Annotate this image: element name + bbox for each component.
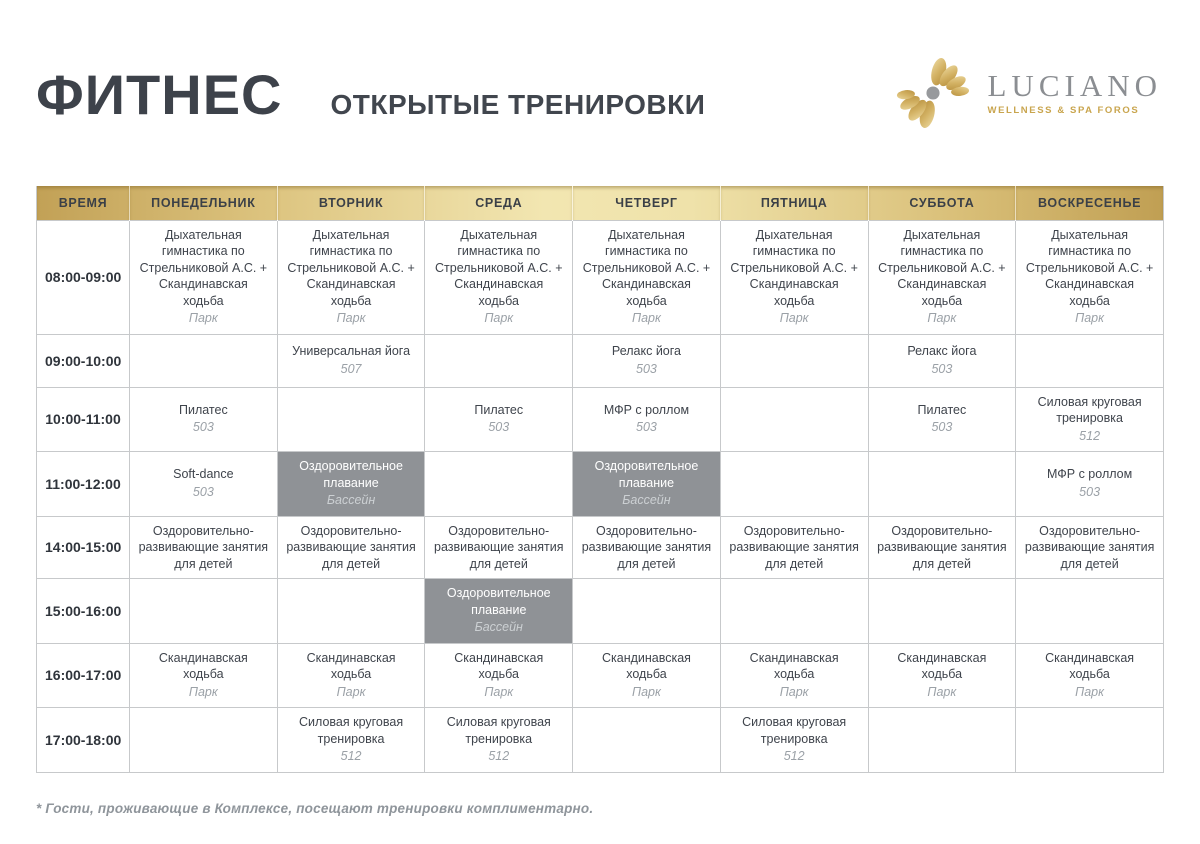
activity-title: МФР с роллом	[1047, 467, 1133, 482]
logo-tagline: WELLNESS & SPA FOROS	[987, 105, 1140, 117]
schedule-row	[37, 579, 1164, 644]
activity-cell	[425, 220, 573, 334]
activity-location: 503	[488, 420, 510, 435]
activity-cell	[1016, 516, 1164, 579]
activity-title: Дыхательная гимнастика по Стрельниковой А.С. + Скандинавская ходьба	[1025, 227, 1154, 308]
activity-cell	[277, 334, 425, 387]
activity-cell	[130, 643, 278, 708]
activity-location: 512	[340, 749, 362, 763]
activity-title: Оздоровительное плавание	[594, 459, 699, 490]
luciano-swirl-icon	[892, 52, 974, 134]
column-header-day: ВОСКРЕСЕНЬЕ	[1016, 186, 1164, 220]
activity-location: Парк	[336, 311, 366, 325]
activity-cell	[130, 452, 278, 517]
schedule-table-header	[37, 186, 1164, 220]
activity-location: Парк	[632, 684, 661, 699]
activity-cell	[573, 516, 721, 579]
activity-title: Скандинавская ходьба	[454, 650, 544, 681]
activity-location: Парк	[336, 684, 366, 699]
activity-title: Дыхательная гимнастика по Стрельниковой А.С. + Скандинавская ходьба	[139, 227, 268, 308]
empty-cell	[868, 708, 1016, 773]
activity-location: Парк	[779, 311, 809, 325]
activity-cell	[1016, 387, 1164, 452]
empty-cell	[720, 452, 868, 517]
activity-location: Бассейн	[326, 493, 376, 507]
activity-title: Оздоровительно-развивающие занятия для детей	[877, 523, 1007, 571]
activity-cell	[720, 708, 868, 773]
activity-title: Универсальная йога	[292, 344, 411, 358]
activity-cell	[1016, 643, 1164, 708]
column-header-day: ПЯТНИЦА	[720, 186, 868, 220]
activity-cell	[425, 579, 573, 644]
activity-cell	[277, 708, 425, 773]
activity-title: Скандинавская ходьба	[749, 650, 839, 681]
activity-location: Парк	[188, 684, 218, 699]
activity-cell	[425, 387, 573, 452]
page-subtitle: ОТКРЫТЫЕ ТРЕНИРОВКИ	[330, 89, 706, 120]
activity-cell	[573, 334, 721, 387]
activity-title: Soft-dance	[173, 467, 234, 482]
activity-title: Дыхательная гимнастика по Стрельниковой А.С. + Скандинавская ходьба	[878, 227, 1006, 308]
activity-cell	[1016, 452, 1164, 517]
activity-location: 512	[1079, 428, 1101, 443]
activity-cell	[868, 220, 1016, 334]
activity-cell	[277, 643, 425, 708]
activity-title: Релакс йога	[907, 344, 977, 358]
activity-location: Парк	[484, 684, 514, 699]
activity-location: Бассейн	[622, 493, 671, 507]
activity-cell	[573, 452, 721, 517]
activity-cell	[425, 643, 573, 708]
schedule-row	[37, 387, 1164, 452]
activity-cell	[720, 220, 868, 334]
schedule-row	[37, 452, 1164, 517]
activity-cell	[1016, 220, 1164, 334]
activity-location: 503	[1079, 484, 1101, 499]
activity-location: 503	[636, 361, 657, 376]
empty-cell	[573, 708, 721, 773]
time-cell: 16:00-17:00	[37, 643, 130, 708]
schedule-row	[37, 643, 1164, 708]
empty-cell	[720, 387, 868, 452]
activity-cell	[720, 643, 868, 708]
empty-cell	[573, 579, 721, 644]
activity-location: 512	[488, 749, 510, 763]
empty-cell	[130, 334, 278, 387]
luciano-logo	[892, 52, 1163, 134]
empty-cell	[720, 579, 868, 644]
activity-title: Силовая круговая тренировка	[299, 715, 404, 746]
activity-title: Пилатес	[917, 402, 967, 417]
footnote: * Гости, проживающие в Комплексе, посещают тренировки комплиментарно.	[36, 800, 594, 816]
time-cell: 08:00-09:00	[37, 220, 130, 334]
column-header-time: ВРЕМЯ	[37, 186, 130, 220]
time-cell: 09:00-10:00	[37, 334, 130, 387]
logo-name: LUCIANO	[987, 67, 1162, 103]
schedule-row	[37, 334, 1164, 387]
activity-title: Дыхательная гимнастика по Стрельниковой А.С. + Скандинавская ходьба	[582, 227, 711, 308]
empty-cell	[425, 452, 573, 517]
activity-location: Парк	[779, 684, 809, 699]
empty-cell	[277, 579, 425, 644]
column-header-day: ЧЕТВЕРГ	[573, 186, 721, 220]
activity-cell	[868, 334, 1016, 387]
activity-title: Оздоровительное плавание	[299, 459, 403, 490]
empty-cell	[1016, 708, 1164, 773]
time-cell: 14:00-15:00	[37, 516, 130, 579]
activity-cell	[130, 516, 278, 579]
time-cell: 15:00-16:00	[37, 579, 130, 644]
activity-location: 503	[636, 420, 657, 435]
activity-title: Оздоровительно-развивающие занятия для детей	[138, 523, 269, 571]
schedule-table	[36, 186, 1164, 773]
activity-location: Парк	[484, 311, 514, 325]
time-cell: 17:00-18:00	[37, 708, 130, 773]
empty-cell	[868, 579, 1016, 644]
activity-title: МФР с роллом	[603, 402, 690, 417]
activity-cell	[277, 516, 425, 579]
activity-location: 507	[340, 361, 362, 376]
activity-title: Силовая круговая тренировка	[742, 715, 847, 746]
empty-cell	[720, 334, 868, 387]
empty-cell	[1016, 579, 1164, 644]
activity-title: Скандинавская ходьба	[601, 650, 691, 681]
page-title: ФИТНЕС	[36, 63, 283, 126]
activity-location: Парк	[1075, 684, 1105, 699]
activity-cell	[573, 643, 721, 708]
activity-cell	[868, 516, 1016, 579]
logo-text	[987, 67, 1163, 117]
activity-cell	[720, 516, 868, 579]
activity-cell	[425, 708, 573, 773]
column-header-day: СРЕДА	[425, 186, 573, 220]
activity-location: 512	[783, 749, 805, 763]
activity-cell	[130, 387, 278, 452]
column-header-day: ВТОРНИК	[277, 186, 425, 220]
activity-title: Скандинавская ходьба	[897, 650, 987, 681]
activity-title: Дыхательная гимнастика по Стрельниковой А.С. + Скандинавская ходьба	[730, 227, 858, 308]
column-header-day: СУББОТА	[868, 186, 1016, 220]
activity-cell	[425, 516, 573, 579]
activity-title: Дыхательная гимнастика по Стрельниковой А.С. + Скандинавская ходьба	[435, 227, 563, 308]
activity-title: Оздоровительное плавание	[446, 586, 551, 617]
schedule-row	[37, 220, 1164, 334]
schedule-row	[37, 708, 1164, 773]
activity-title: Дыхательная гимнастика по Стрельниковой А.С. + Скандинавская ходьба	[287, 227, 415, 308]
empty-cell	[868, 452, 1016, 517]
activity-cell	[573, 220, 721, 334]
activity-title: Релакс йога	[611, 344, 681, 358]
activity-title: Силовая круговая тренировка	[446, 715, 551, 746]
time-cell: 11:00-12:00	[37, 452, 130, 517]
activity-cell	[277, 452, 425, 517]
activity-title: Оздоровительно-развивающие занятия для детей	[434, 523, 564, 571]
activity-title: Скандинавская ходьба	[158, 650, 248, 681]
empty-cell	[1016, 334, 1164, 387]
page-header	[36, 30, 1164, 160]
activity-title: Скандинавская ходьба	[1045, 650, 1135, 681]
activity-location: Парк	[632, 311, 661, 325]
activity-cell	[130, 220, 278, 334]
activity-location: 503	[192, 484, 214, 499]
empty-cell	[130, 708, 278, 773]
time-cell: 10:00-11:00	[37, 387, 130, 452]
activity-location: Парк	[927, 684, 957, 699]
activity-cell	[573, 387, 721, 452]
activity-title: Оздоровительно-развивающие занятия для детей	[286, 523, 416, 571]
activity-location: 503	[931, 420, 953, 435]
activity-title: Оздоровительно-развивающие занятия для детей	[1024, 523, 1155, 571]
activity-location: Парк	[188, 311, 218, 325]
activity-location: Бассейн	[474, 620, 523, 634]
activity-location: Парк	[927, 311, 957, 325]
activity-title: Скандинавская ходьба	[306, 650, 396, 681]
activity-title: Пилатес	[474, 402, 524, 417]
schedule-table-body	[37, 220, 1164, 772]
header-row	[37, 186, 1164, 220]
activity-cell	[277, 220, 425, 334]
activity-title: Оздоровительно-развивающие занятия для детей	[581, 523, 712, 571]
column-header-day: ПОНЕДЕЛЬНИК	[130, 186, 278, 220]
activity-title: Оздоровительно-развивающие занятия для детей	[729, 523, 859, 571]
activity-title: Пилатес	[178, 402, 228, 417]
empty-cell	[277, 387, 425, 452]
empty-cell	[130, 579, 278, 644]
empty-cell	[425, 334, 573, 387]
activity-location: Парк	[1075, 311, 1105, 325]
schedule-row	[37, 516, 1164, 579]
activity-location: 503	[931, 361, 953, 376]
activity-title: Силовая круговая тренировка	[1037, 394, 1142, 425]
activity-cell	[868, 387, 1016, 452]
activity-cell	[868, 643, 1016, 708]
activity-location: 503	[192, 420, 214, 435]
